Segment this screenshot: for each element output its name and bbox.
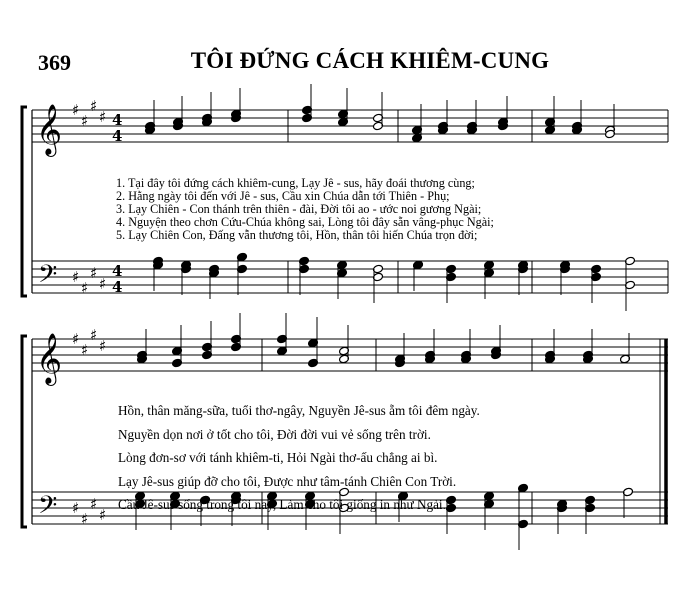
time-signature-bottom: 4: [112, 278, 123, 296]
sharp-icon: ♯: [99, 506, 107, 524]
verse-2-line-1: 2. Hằng ngày tôi đến với Jê - sus, Cầu xin Chúa dẫn tới Thiên - Phụ;: [116, 189, 450, 203]
time-signature-top: 4: [112, 111, 123, 129]
sharp-icon: ♯: [81, 510, 89, 528]
system-bracket: [22, 336, 27, 527]
sharp-icon: ♯: [72, 268, 80, 286]
verse-3-line-1: 3. Lạy Chiên - Con thánh trên thiên - đài, Đời tôi ao - ước noi gương Ngài;: [116, 202, 482, 216]
sharp-icon: ♯: [72, 330, 80, 348]
sharp-icon: ♯: [72, 101, 80, 119]
verse-1-line-1: 1. Tại đây tôi đứng cách khiêm-cung, Lạy Jê - sus, hãy đoái thương cùng;: [116, 176, 475, 190]
sharp-icon: ♯: [99, 337, 107, 355]
treble-clef-icon: 𝄞: [36, 104, 63, 155]
verse-5-line-1: 5. Lạy Chiên Con, Đấng vẫn thương tôi, Hồn, thân tôi hiến Chúa trọn đời;: [116, 228, 478, 242]
sharp-icon: ♯: [72, 499, 80, 517]
sharp-icon: ♯: [90, 97, 98, 115]
verse-5-line-2: Cầu Jê-sus sống trong tôi nay, Làm cho tôi giống in như Ngài.: [118, 497, 446, 513]
sharp-icon: ♯: [81, 112, 89, 130]
bass-clef-icon: 𝄢: [38, 260, 58, 295]
sharp-icon: ♯: [90, 264, 98, 282]
sharp-icon: ♯: [99, 108, 107, 126]
verse-4-line-2: Lạy Jê-sus giúp đỡ cho tôi, Được như tâm-tánh Chiên Con Trời.: [118, 473, 457, 489]
time-signature-top: 4: [112, 262, 123, 280]
sharp-icon: ♯: [81, 279, 89, 297]
bass-clef-icon: 𝄢: [38, 491, 58, 526]
treble-clef-icon: 𝄞: [36, 333, 63, 384]
sharp-icon: ♯: [99, 275, 107, 293]
system-bracket: [22, 107, 27, 296]
hymn-number: 369: [38, 50, 71, 75]
sharp-icon: ♯: [81, 341, 89, 359]
verse-4-line-1: 4. Nguyện theo chơn Cứu-Chúa không sai, Lòng tôi đây sẵn vâng-phục Ngài;: [116, 215, 494, 229]
lyrics-block-2: [118, 399, 480, 517]
sharp-icon: ♯: [90, 326, 98, 344]
verse-2-line-2: Nguyền dọn nơi ở tốt cho tôi, Đời đời vui vẻ sống trên trời.: [118, 426, 431, 442]
time-signature-bottom: 4: [112, 127, 123, 145]
verse-3-line-2: Lòng đơn-sơ với tánh khiêm-ti, Hỏi Ngài thơ-ấu chẳng ai bì.: [118, 450, 438, 466]
lyrics-block-1: [116, 177, 494, 242]
hymn-title: TÔI ĐỨNG CÁCH KHIÊM-CUNG: [190, 48, 550, 73]
verse-1-line-2: Hồn, thân măng-sữa, tuổi thơ-ngây, Nguyền Jê-sus ẵm tôi đêm ngày.: [118, 403, 480, 418]
sharp-icon: ♯: [90, 495, 98, 513]
